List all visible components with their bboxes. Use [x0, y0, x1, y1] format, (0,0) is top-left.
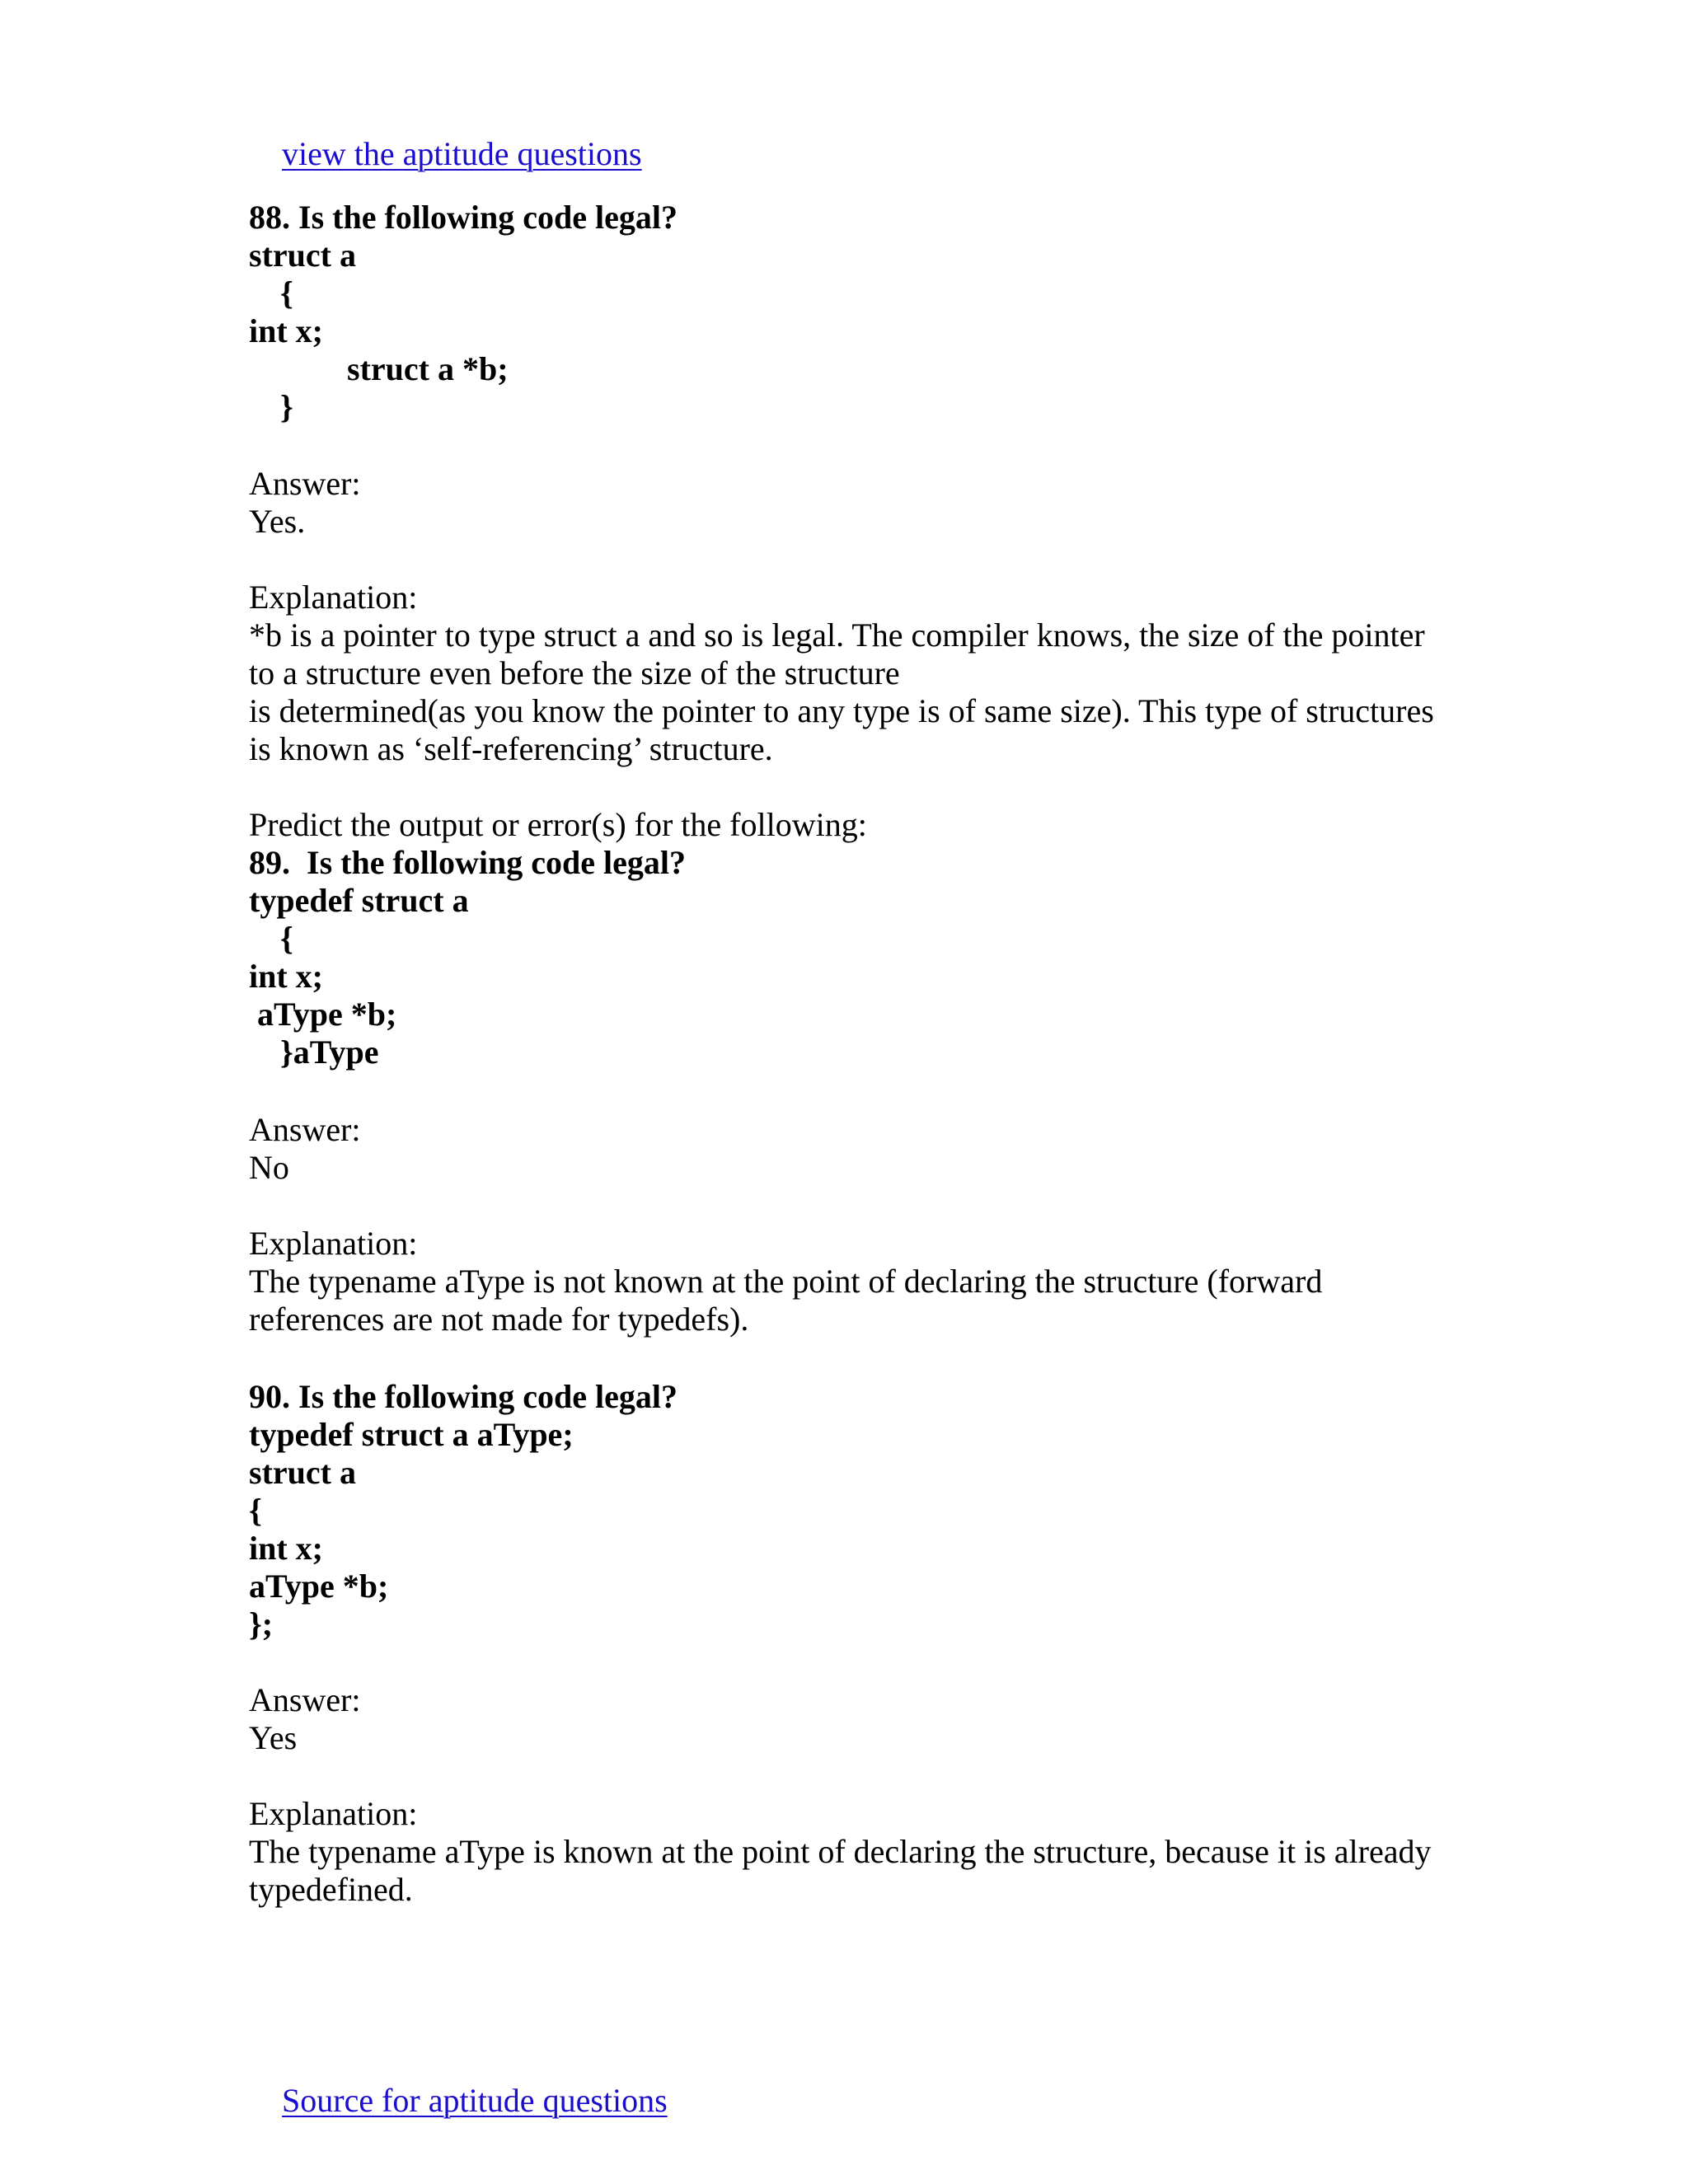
q89-title: 89. Is the following code legal?	[249, 844, 686, 881]
q88-code-line: int x;	[249, 312, 323, 349]
q90-code-line: aType *b;	[249, 1568, 389, 1605]
q89-code-line: typedef struct a	[249, 882, 469, 919]
q90-code-line: };	[249, 1605, 274, 1643]
bottom-link-line	[249, 2044, 668, 2158]
q88-explanation-line: is determined(as you know the pointer to any type is of same size). This type of structures	[249, 692, 1434, 729]
q90-code-line: typedef struct a aType;	[249, 1416, 574, 1453]
q90-code-line: {	[249, 1492, 262, 1529]
q88-title: 88. Is the following code legal?	[249, 199, 678, 236]
q89-explanation-line: references are not made for typedefs).	[249, 1301, 749, 1338]
q90-code-line: int x;	[249, 1530, 323, 1567]
q89-code-line: int x;	[249, 958, 323, 995]
view-aptitude-questions-link[interactable]: view the aptitude questions	[282, 135, 642, 172]
q88-explanation-line: *b is a pointer to type struct a and so is legal. The compiler knows, the size of the pointer	[249, 616, 1425, 654]
q89-code-line: aType *b;	[257, 996, 397, 1033]
q88-code-line: {	[280, 274, 293, 312]
q88-code-line: struct a *b;	[347, 350, 509, 387]
q88-code-line: struct a	[249, 237, 356, 274]
q88-explanation-line: to a structure even before the size of the structure	[249, 654, 900, 691]
q90-answer: Yes	[249, 1719, 298, 1756]
q90-title: 90. Is the following code legal?	[249, 1378, 678, 1415]
q89-code-line: {	[280, 920, 293, 957]
q89-code-line: }aType	[280, 1033, 379, 1071]
q89-intro: Predict the output or error(s) for the following:	[249, 806, 867, 843]
q88-code-line: }	[280, 388, 293, 425]
q89-answer-label: Answer:	[249, 1111, 361, 1148]
q88-explanation-label: Explanation:	[249, 579, 418, 616]
q88-answer-label: Answer:	[249, 465, 361, 502]
q90-code-line: struct a	[249, 1454, 356, 1491]
q89-explanation-line: The typename aType is not known at the point of declaring the structure (forward	[249, 1263, 1323, 1300]
source-aptitude-questions-link[interactable]: Source for aptitude questions	[282, 2082, 668, 2119]
q90-explanation-label: Explanation:	[249, 1795, 418, 1832]
q89-explanation-label: Explanation:	[249, 1225, 418, 1262]
q90-answer-label: Answer:	[249, 1681, 361, 1718]
q90-explanation-line: The typename aType is known at the point of declaring the structure, because it is already	[249, 1833, 1432, 1870]
q88-answer: Yes.	[249, 503, 306, 540]
q90-explanation-line: typedefined.	[249, 1871, 413, 1908]
q89-answer: No	[249, 1149, 289, 1186]
q88-explanation-line: is known as ‘self-referencing’ structure.	[249, 730, 773, 767]
top-link-line	[249, 97, 642, 211]
